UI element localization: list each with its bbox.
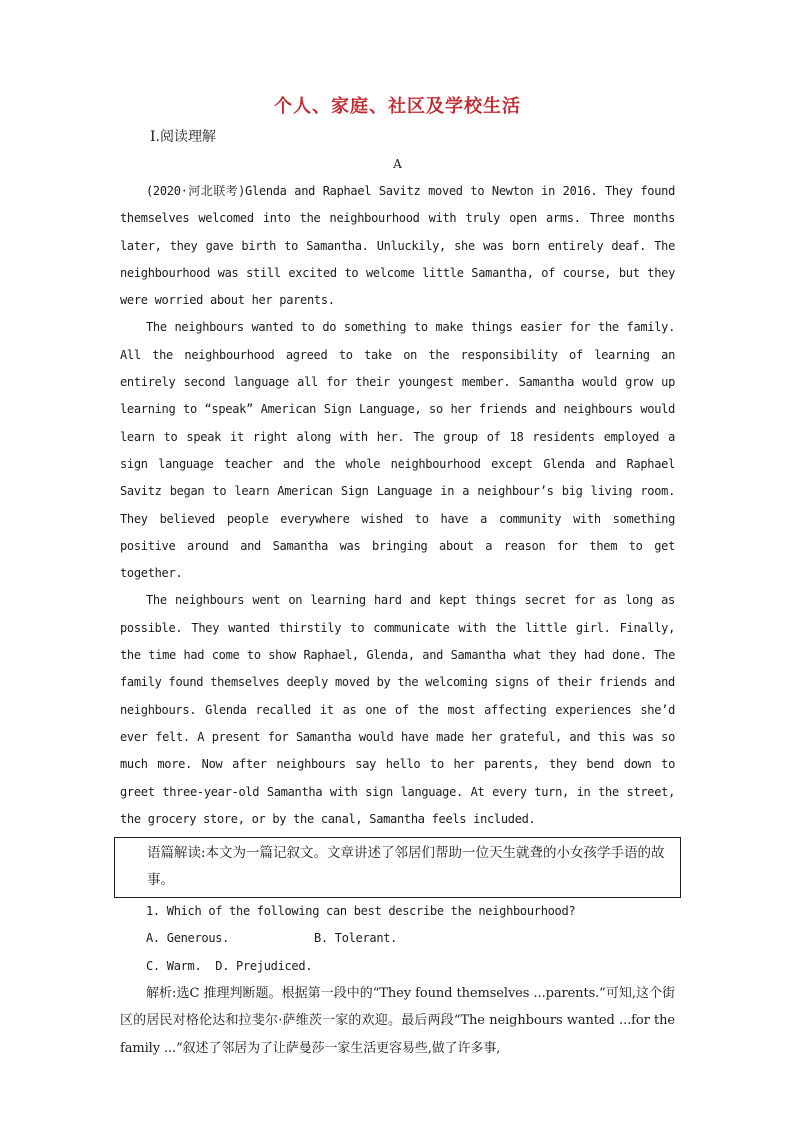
options-row-2 xyxy=(120,953,675,980)
option-c: C. Warm. xyxy=(146,958,202,973)
question-stem: 1. Which of the following can best describe the neighbourhood? xyxy=(146,904,576,919)
summary-text: 语篇解读:本文为一篇记叙文。文章讲述了邻居们帮助一位天生就聋的小女孩学手语的故事。 xyxy=(147,845,665,889)
option-b: B. Tolerant. xyxy=(314,931,398,946)
document-page xyxy=(120,92,675,1062)
passage-paragraph-3: The neighbours went on learning hard and kept things secret for as long as possible. They wanted thirstily to communicate with the little girl. Finally, the time had come to show Raphael, Glenda, and Samantha what they had done. The family found themselves deeply moved by the welcoming signs of their friends and neighbours. Glenda recalled it as one of the most affecting experiences she’d ever felt. A present for Samantha would have made her grateful, and this was so much more. Now after neighbours say hello to her parents, they bend down to greet three-year-old Samantha with sign language. At every turn, in the street, the grocery store, or by the canal, Samantha feels included. xyxy=(120,593,675,826)
passage-paragraph-1: (2020·河北联考)Glenda and Raphael Savitz moved to Newton in 2016. They found themselves welcomed into the neighbourhood with truly open arms. Three months later, they gave birth to Samantha. Unluckily, she was born entirely deaf. The neighbourhood was still excited to welcome little Samantha, of course, but they were worried about her parents. xyxy=(120,184,675,308)
passage-label: A xyxy=(393,157,402,171)
option-d: D. Prejudiced. xyxy=(215,958,313,973)
passage-paragraph-2: The neighbours wanted to do something to make things easier for the family. All the neighbourhood agreed to take on the responsibility of learning an entirely second language all for their youngest member. Samantha would grow up learning to “speak” American Sign Language, so her friends and neighbours would learn to speak it right along with her. The group of 18 residents employed a sign language teacher and the whole neighbourhood except Glenda and Raphael Savitz began to learn American Sign Language in a neighbour’s big living room. They believed people everywhere wished to have a community with something positive around and Samantha was bringing about a reason for them to get together. xyxy=(120,320,675,581)
option-a: A. Generous. xyxy=(146,931,230,946)
document-title: 个人、家庭、社区及学校生活 xyxy=(274,96,521,117)
answer-analysis: 解析:选C 推理判断题。根据第一段中的“They found themselves ...parents.”可知,这个街区的居民对格伦达和拉斐尔·萨维茨一家的欢迎。最后两段“The neighbours wanted ...for the family ...”叙述了邻居为了让萨曼莎一家生活更容易些,做了许多事, xyxy=(120,986,675,1056)
options-row-1 xyxy=(120,925,675,952)
summary-box xyxy=(114,837,681,898)
section-heading: Ⅰ.阅读理解 xyxy=(150,129,216,145)
